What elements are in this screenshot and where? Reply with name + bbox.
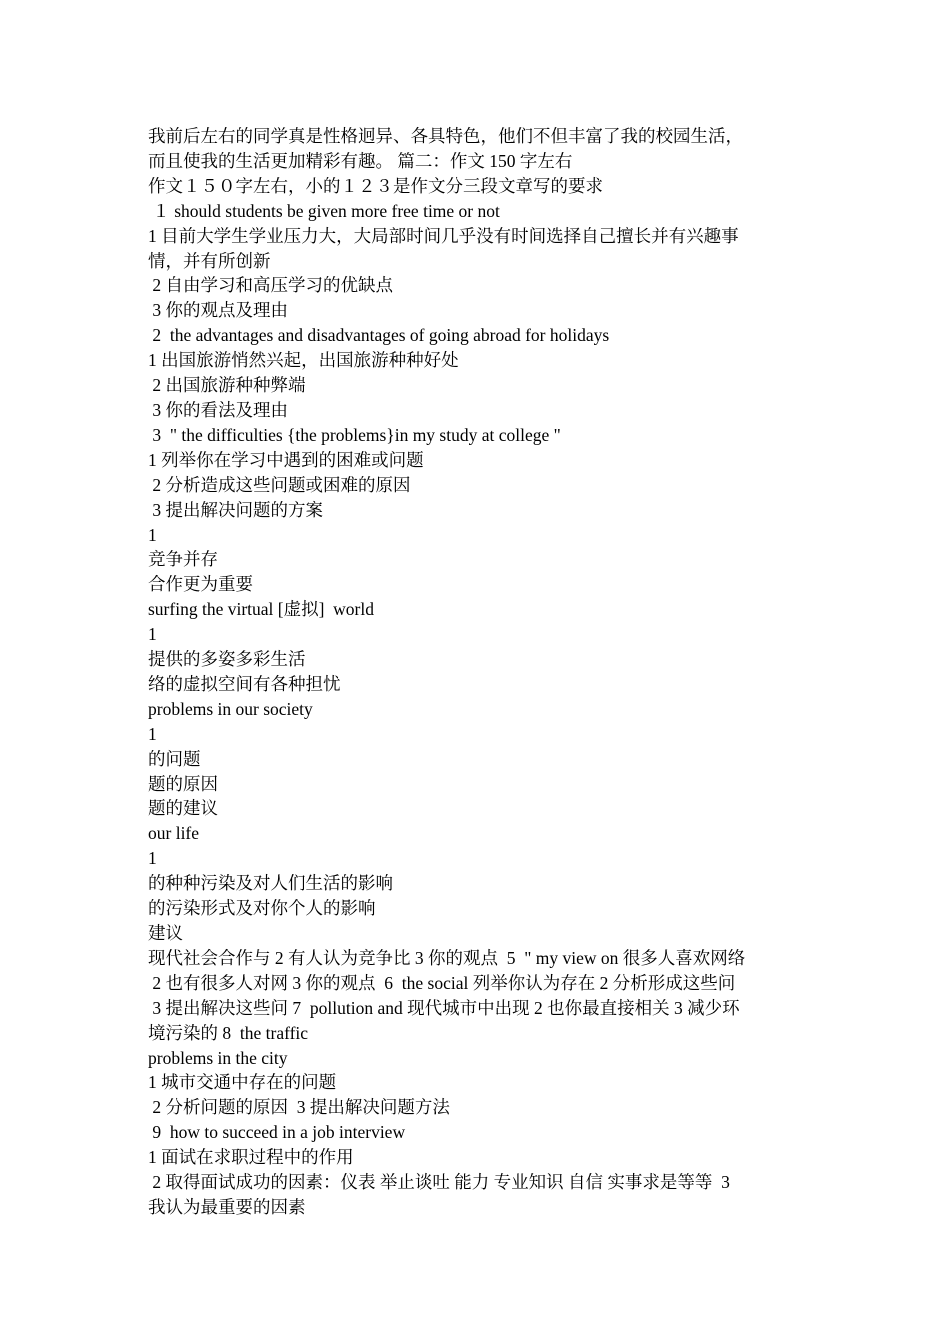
- text-line: 的污染形式及对你个人的影响: [148, 898, 376, 919]
- text-line: 1 城市交通中存在的问题: [148, 1072, 337, 1093]
- text-line: 的问题: [148, 748, 201, 769]
- text-line: 3 提出解决这些问 7 pollution and 现代城市中出现 2 也你最直接相关 3 减少环: [148, 997, 740, 1018]
- text-line: 3 提出解决问题的方案: [148, 499, 323, 520]
- text-line: 2 取得面试成功的因素：仪表 举止谈吐 能力 专业知识 自信 实事求是等等 3: [148, 1172, 730, 1193]
- text-line: 2 也有很多人对网 3 你的观点 6 the social 列举你认为存在 2 分析形成这些问: [148, 972, 736, 993]
- text-line: 1 列举你在学习中遇到的困难或问题: [148, 449, 424, 470]
- text-line: 3 你的观点及理由: [148, 300, 288, 321]
- text-line: 2 分析造成这些问题或困难的原因: [148, 474, 411, 495]
- text-line: problems in our society: [148, 698, 313, 719]
- text-line: 建议: [148, 923, 183, 943]
- text-line: 作文１５０字左右，小的１２３是作文分三段文章写的要求: [148, 175, 603, 196]
- text-line: 1: [148, 848, 157, 869]
- text-line: 1: [148, 624, 157, 645]
- text-line: 2 分析问题的原因 3 提出解决问题方法: [148, 1097, 450, 1118]
- text-line: 提供的多姿多彩生活: [148, 649, 306, 670]
- text-line: 现代社会合作与 2 有人认为竞争比 3 你的观点 5 " my view on 很多人喜欢网络: [148, 947, 746, 968]
- text-line: 2 the advantages and disadvantages of going abroad for holidays: [148, 325, 610, 346]
- text-line: 题的原因: [148, 773, 218, 794]
- text-line: 题的建议: [148, 798, 218, 819]
- text-line: 1: [148, 723, 157, 744]
- text-line: 合作更为重要: [148, 574, 253, 595]
- text-line: 1 出国旅游悄然兴起，出国旅游种种好处: [148, 350, 459, 371]
- text-line: 9 how to succeed in a job interview: [148, 1122, 406, 1143]
- text-line: 2 出国旅游种种弊端: [148, 375, 306, 396]
- text-line: １ should students be given more free time or not: [148, 200, 500, 221]
- text-line: 情，并有所创新: [148, 250, 271, 271]
- text-line: 我前后左右的同学真是性格迥异、各具特色，他们不但丰富了我的校园生活，: [148, 126, 743, 146]
- text-line: 1 面试在求职过程中的作用: [148, 1147, 354, 1168]
- text-line: 络的虚拟空间有各种担忧: [148, 673, 341, 694]
- text-line: 而且使我的生活更加精彩有趣。 篇二：作文 150 字左右: [148, 150, 573, 171]
- text-line: our life: [148, 823, 200, 844]
- text-line: 竞争并存: [148, 549, 218, 570]
- text-line: 的种种污染及对人们生活的影响: [148, 873, 393, 894]
- text-line: 我认为最重要的因素: [148, 1196, 306, 1217]
- text-line: 2 自由学习和高压学习的优缺点: [148, 275, 393, 296]
- text-line: 1 目前大学生学业压力大，大局部时间几乎没有时间选择自己擅长并有兴趣事: [148, 225, 739, 246]
- text-line: surfing the virtual [虚拟] world: [148, 599, 374, 620]
- text-line: 1: [148, 524, 157, 545]
- document-body: [148, 124, 808, 1220]
- text-line: 3 你的看法及理由: [148, 399, 288, 420]
- text-line: 3 " the difficulties {the problems}in my study at college ": [148, 424, 561, 445]
- text-line: 境污染的 8 the traffic: [148, 1022, 309, 1043]
- text-line: problems in the city: [148, 1047, 288, 1068]
